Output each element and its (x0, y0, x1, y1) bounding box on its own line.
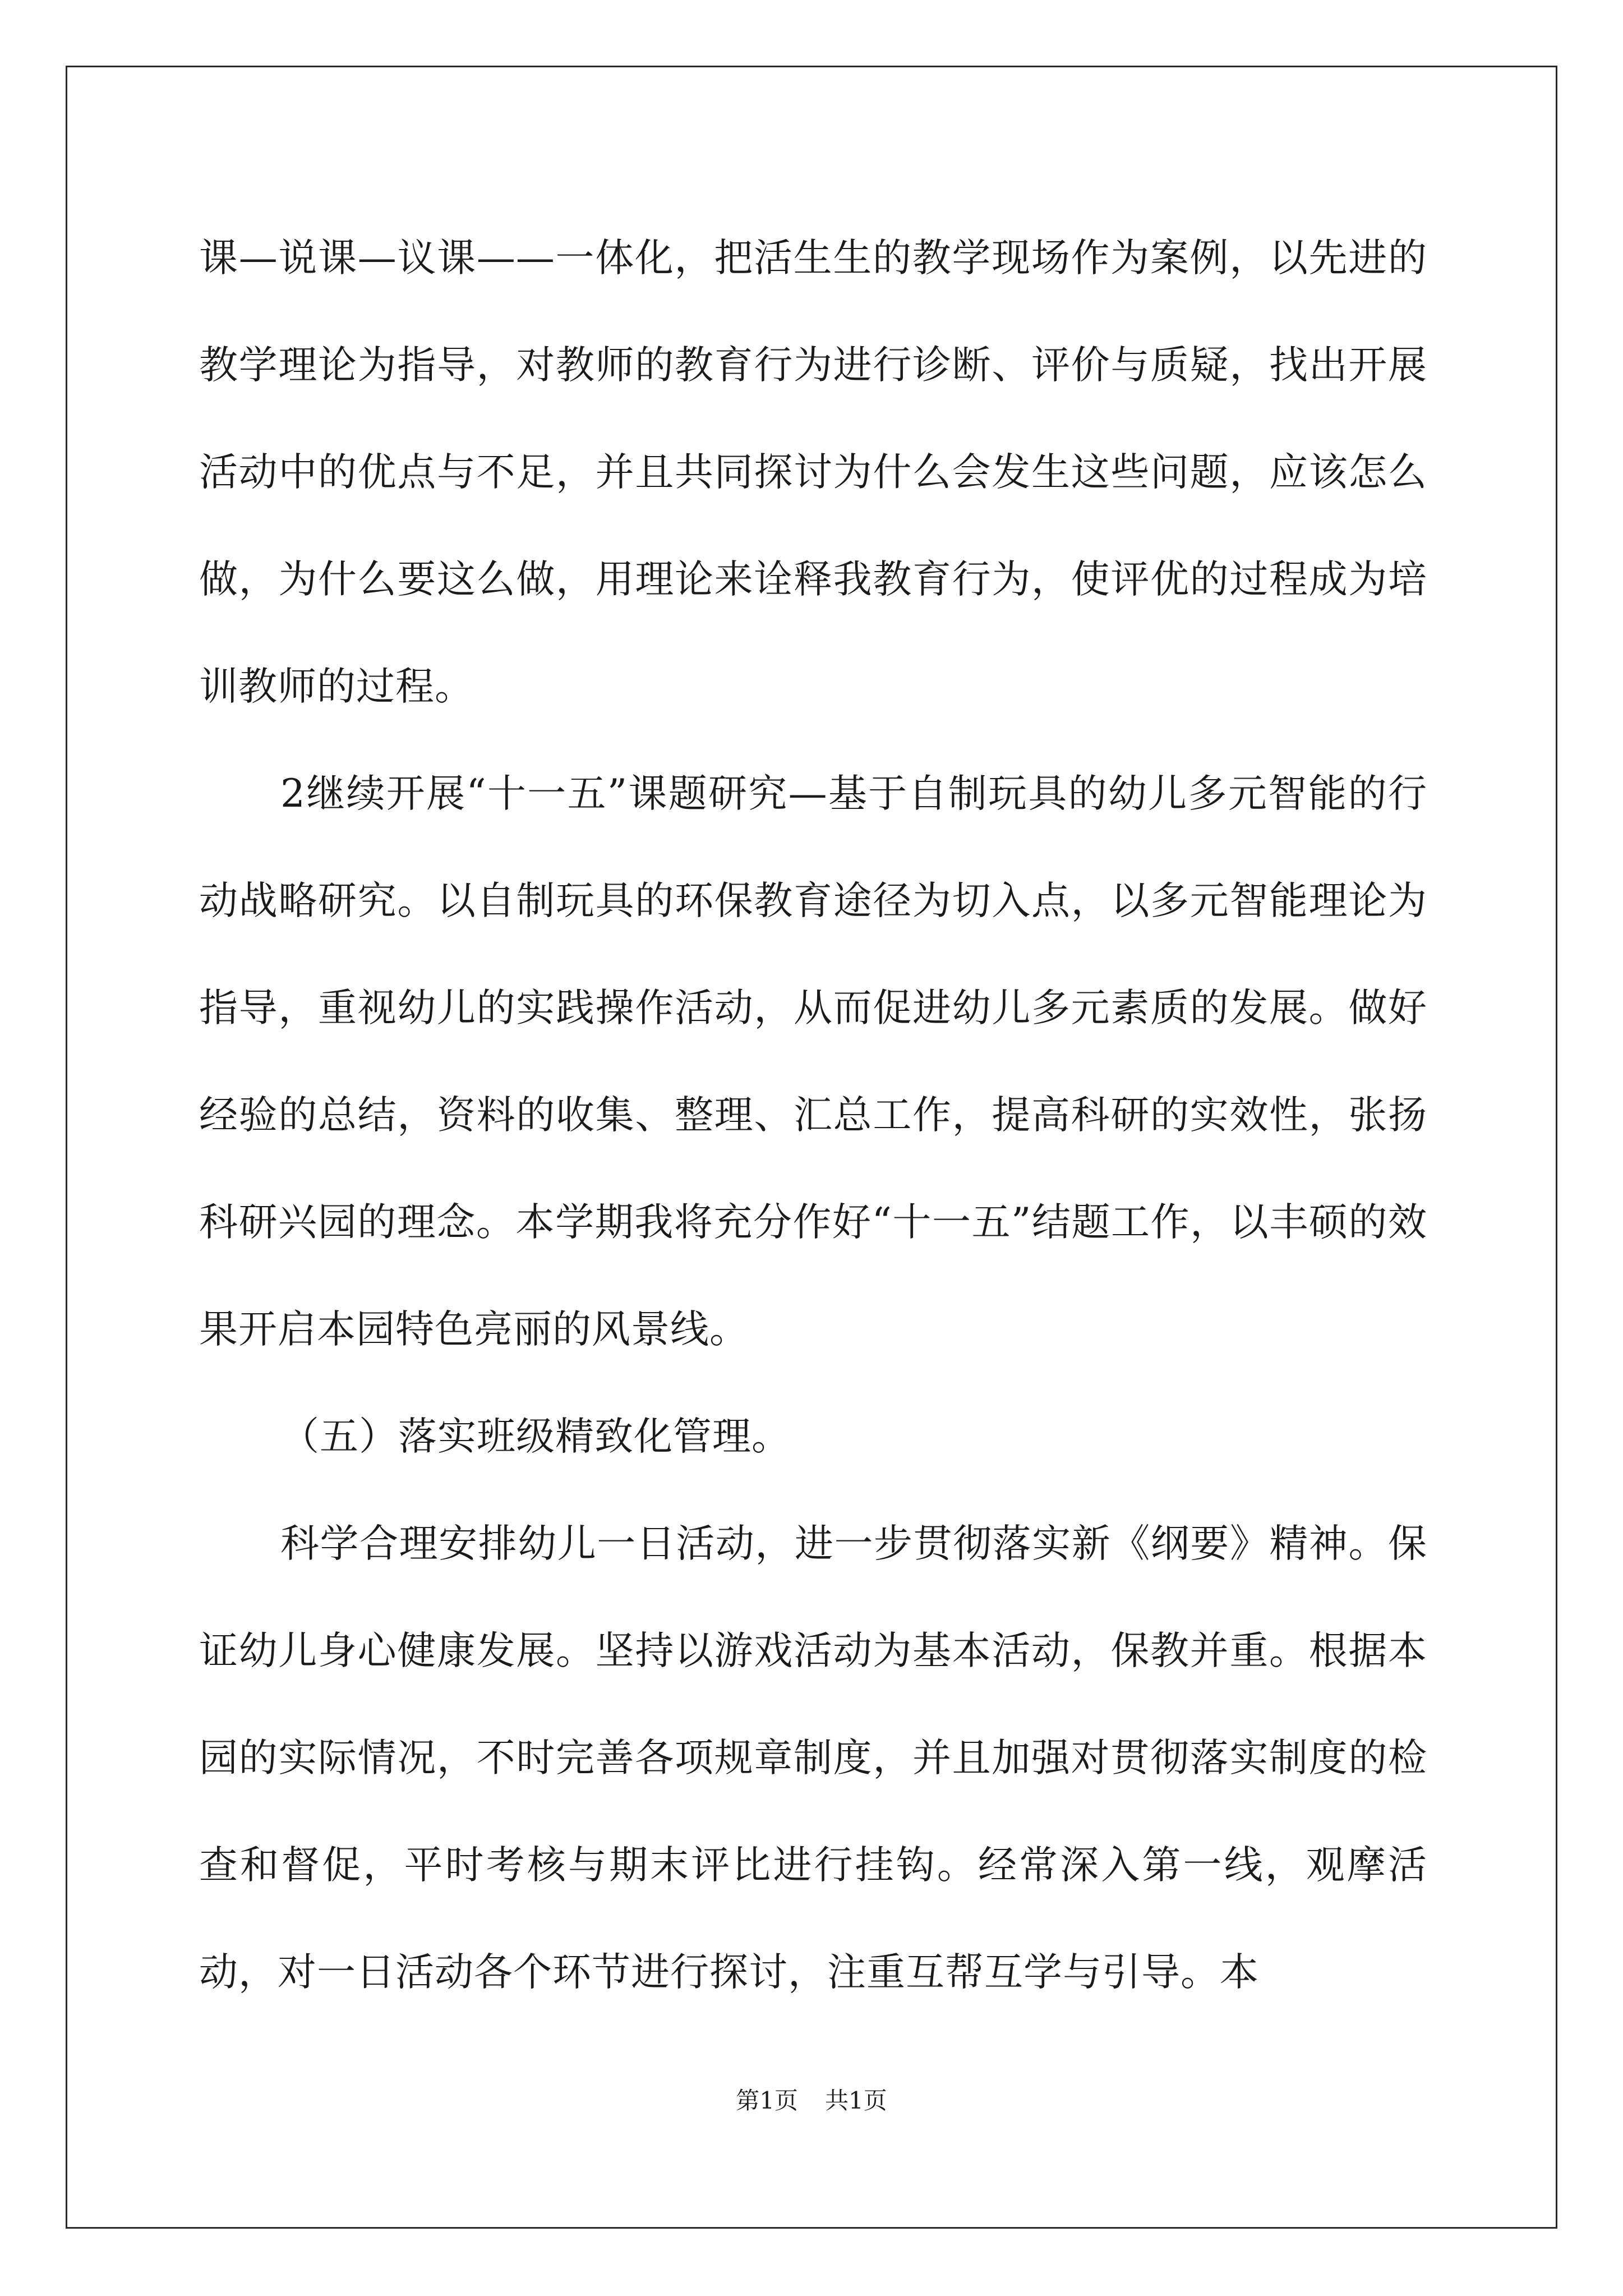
page-total: 共1页 (825, 2087, 887, 2114)
page-number: 第1页 (736, 2087, 798, 2114)
paragraph-3: 科学合理安排幼儿一日活动，进一步贯彻落实新《纲要》精神。保证幼儿身心健康发展。坚持以游戏活动为基本活动，保教并重。根据本园的实际情况，不时完善各项规章制度，并且加强对贯彻落实制度的检查和督促，平时考核与期末评比进行挂钩。经常深入第一线，观摩活动，对一日活动各个环节进行探讨，注重互帮互学与引导。本 (199, 1521, 1427, 1995)
document-body (199, 205, 1427, 2026)
paragraph-2: 2继续开展“十一五”课题研究—基于自制玩具的幼儿多元智能的行动战略研究。以自制玩具的环保教育途径为切入点，以多元智能理论为指导，重视幼儿的实践操作活动，从而促进幼儿多元素质的发展。做好经验的总结，资料的收集、整理、汇总工作，提高科研的实效性，张扬科研兴园的理念。本学期我将充分作好“十一五”结题工作，以丰硕的效果开启本园特色亮丽的风景线。 (199, 771, 1427, 1352)
page-footer (0, 2084, 1623, 2118)
paragraph-1: 课—说课—议课——一体化，把活生生的教学现场作为案例，以先进的教学理论为指导，对教师的教育行为进行诊断、评价与质疑，找出开展活动中的优点与不足，并且共同探讨为什么会发生这些问题，应该怎么做，为什么要这么做，用理论来诠释我教育行为，使评优的过程成为培训教师的过程。 (199, 236, 1427, 709)
section-heading: （五）落实班级精致化管理。 (280, 1414, 791, 1459)
